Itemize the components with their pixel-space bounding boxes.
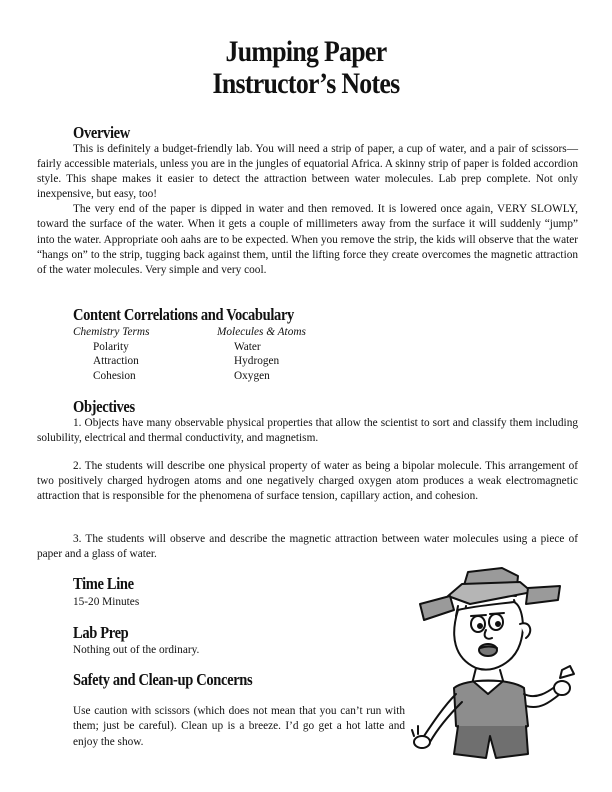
timeline-heading: Time Line	[73, 574, 134, 593]
overview-body	[37, 142, 578, 278]
molecule-item: Water	[234, 340, 261, 353]
molecule-item: Oxygen	[234, 369, 270, 382]
objective-2	[37, 459, 578, 504]
molecules-atoms-title: Molecules & Atoms	[217, 326, 306, 338]
objectives-heading: Objectives	[73, 397, 135, 416]
safety-text	[73, 689, 405, 750]
objective-3-text: 3. The students will observe and describe the magnetic attraction between water molecules using a piece of paper and a glass of water.	[37, 533, 578, 561]
overview-heading: Overview	[73, 123, 130, 142]
chemistry-term-item: Cohesion	[93, 369, 136, 382]
chemistry-term-item: Polarity	[93, 340, 129, 353]
labprep-heading: Lab Prep	[73, 623, 129, 642]
objective-1-text: 1. Objects have many observable physical properties that allow the scientist to sort and classify them including solubility, electrical and thermal conductivity, and magnetism.	[37, 417, 578, 445]
timeline-text: 15-20 Minutes	[73, 596, 140, 608]
safety-text-content: Use caution with scissors (which does not mean that you can’t run with them; just be careful). Clean up is a breeze. I’d go get a hot latte and enjoy the show.	[73, 705, 405, 748]
title-line-2: Instructor’s Notes	[212, 67, 400, 100]
molecule-item: Hydrogen	[234, 355, 280, 368]
title-line-1: Jumping Paper	[225, 35, 387, 68]
cartoon-kid-with-cap-icon	[410, 566, 580, 766]
objective-1	[37, 416, 578, 446]
objective-3	[37, 532, 578, 562]
labprep-text: Nothing out of the ordinary.	[73, 644, 200, 656]
chemistry-terms-column	[73, 325, 149, 383]
objective-2-text: 2. The students will describe one physical property of water as being a bipolar molecule. This arrangement of two positively charged hydrogen atoms and one negatively charged oxygen atom produces a weak electromagnetic attraction that is responsible for the phenomena of surface tension, capillary action, and cohesion.	[37, 460, 578, 503]
chemistry-terms-title: Chemistry Terms	[73, 326, 150, 338]
chemistry-term-item: Attraction	[93, 355, 139, 368]
safety-heading: Safety and Clean-up Concerns	[73, 670, 253, 689]
vocabulary-heading: Content Correlations and Vocabulary	[73, 305, 294, 324]
overview-paragraph-2: The very end of the paper is dipped in water and then removed. It is lowered once again, VERY SLOWLY, toward the surface of the water. When it gets a couple of millimeters away from the surface it will suddenly “jump” into the water. Appropriate ooh aahs are to be expected. When you remove the strip, the kids will observe that the water “hangs on” to the strip, tugging back against them, until the lifting force they create overcomes the magnetic attraction of the water molecules. Very simple and very cool.	[37, 203, 578, 276]
molecules-atoms-column	[217, 325, 306, 383]
overview-paragraph-1: This is definitely a budget-friendly lab. You will need a strip of paper, a cup of water, and a pair of scissors—fairly accessible materials, unless you are in the jungles of equatorial Africa. A skinny strip of paper is folded accordion style. This shape makes it easier to detect the attraction between water molecules. Lab prep complete. Not only inexpensive, but easy, too!	[37, 143, 578, 201]
